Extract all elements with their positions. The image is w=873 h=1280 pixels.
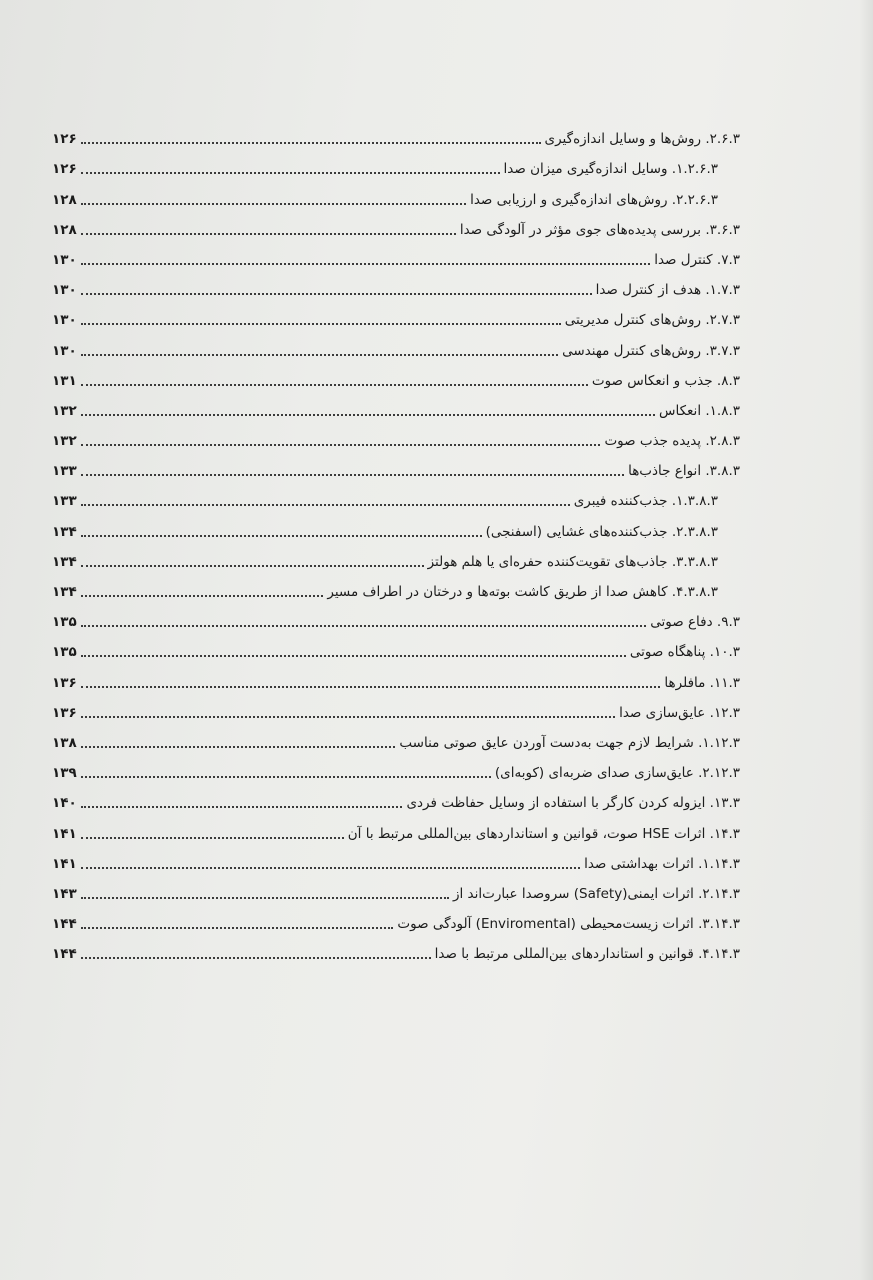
toc-entry-title: ۲.۲.۶.۳. روش‌های اندازه‌گیری و ارزیابی صدا xyxy=(470,191,718,208)
toc-entry-page-number: ۱۴۴ xyxy=(52,916,77,933)
toc-entry xyxy=(52,390,740,420)
toc-entry-page-number: ۱۴۱ xyxy=(52,825,77,842)
toc-entry-title: ۲.۳.۸.۳. جذب‌کننده‌های غشایی (اسفنجی) xyxy=(485,523,718,540)
toc-dot-leader xyxy=(81,203,466,205)
toc-entry-page-number: ۱۳۲ xyxy=(52,402,77,419)
toc-entry-title: ۱.۸.۳. انعکاس xyxy=(659,402,740,419)
toc-dot-leader xyxy=(81,384,588,386)
toc-entry-title: ۲.۶.۳. روش‌ها و وسایل اندازه‌گیری xyxy=(544,131,740,148)
toc-entry-title: ۹.۳. دفاع صوتی xyxy=(650,614,740,631)
toc-entry-title: ۸.۳. جذب و انعکاس صوت xyxy=(591,372,740,389)
toc-entry xyxy=(52,812,740,842)
toc-entry-title: ۳.۳.۸.۳. جاذب‌های تقویت‌کننده حفره‌ای یا هلم هولتز xyxy=(427,553,718,570)
toc-entry-page-number: ۱۴۰ xyxy=(52,795,77,812)
toc-dot-leader xyxy=(81,474,624,476)
toc-entry xyxy=(52,601,740,631)
toc-entry-page-number: ۱۳۰ xyxy=(52,251,77,268)
toc-entry xyxy=(52,178,740,208)
toc-entry-page-number: ۱۳۵ xyxy=(52,644,77,661)
toc-dot-leader xyxy=(81,444,601,446)
toc-entry-title: ۲.۷.۳. روش‌های کنترل مدیریتی xyxy=(564,312,740,329)
toc-entry-page-number: ۱۳۶ xyxy=(52,674,77,691)
toc-entry xyxy=(52,903,740,933)
toc-entry-title: ۱۱.۳. مافلرها xyxy=(664,674,740,691)
toc-entry xyxy=(52,661,740,691)
toc-entry-page-number: ۱۳۳ xyxy=(52,493,77,510)
toc-entry-page-number: ۱۳۴ xyxy=(52,553,77,570)
toc-dot-leader xyxy=(81,414,655,416)
toc-entry-title: ۱.۱۲.۳. شرایط لازم جهت به‌دست آوردن عایق صوتی مناسب xyxy=(399,734,740,751)
toc-entry xyxy=(52,510,740,540)
toc-dot-leader xyxy=(81,142,541,144)
toc-dot-leader xyxy=(81,535,482,537)
toc-dot-leader xyxy=(81,927,394,929)
toc-entry-page-number: ۱۴۳ xyxy=(52,885,77,902)
toc-entry-title: ۳.۸.۳. انواع جاذب‌ها xyxy=(628,463,740,480)
toc-dot-leader xyxy=(81,233,456,235)
toc-dot-leader xyxy=(81,625,647,627)
toc-entry-page-number: ۱۳۰ xyxy=(52,282,77,299)
toc-dot-leader xyxy=(81,776,491,778)
toc-dot-leader xyxy=(81,293,592,295)
toc-entry-page-number: ۱۳۲ xyxy=(52,433,77,450)
toc-entry-page-number: ۱۳۴ xyxy=(52,523,77,540)
table-of-contents xyxy=(52,118,740,963)
toc-entry xyxy=(52,450,740,480)
toc-entry-title: ۷.۳. کنترل صدا xyxy=(654,251,740,268)
toc-entry-page-number: ۱۲۶ xyxy=(52,161,77,178)
toc-dot-leader xyxy=(81,595,324,597)
toc-entry-title: ۳.۶.۳. بررسی پدیده‌های جوی مؤثر در آلودگی صدا xyxy=(459,221,740,238)
toc-entry-page-number: ۱۲۸ xyxy=(52,221,77,238)
toc-entry xyxy=(52,752,740,782)
toc-entry-title: ۱۲.۳. عایق‌سازی صدا xyxy=(619,704,740,721)
toc-dot-leader xyxy=(81,354,558,356)
toc-entry xyxy=(52,873,740,903)
toc-entry-title: ۱.۲.۶.۳. وسایل اندازه‌گیری میزان صدا xyxy=(503,161,718,178)
toc-dot-leader xyxy=(81,806,403,808)
page-edge-shadow xyxy=(859,0,873,1280)
toc-dot-leader xyxy=(81,172,500,174)
toc-entry xyxy=(52,480,740,510)
toc-entry xyxy=(52,571,740,601)
toc-entry-page-number: ۱۳۹ xyxy=(52,765,77,782)
toc-entry-page-number: ۱۳۴ xyxy=(52,584,77,600)
toc-entry xyxy=(52,118,740,148)
toc-entry xyxy=(52,299,740,329)
toc-entry xyxy=(52,722,740,752)
toc-entry xyxy=(52,541,740,571)
toc-entry xyxy=(52,329,740,359)
toc-entry xyxy=(52,631,740,661)
toc-entry xyxy=(52,148,740,178)
toc-entry-page-number: ۱۳۶ xyxy=(52,704,77,721)
toc-dot-leader xyxy=(81,263,650,265)
toc-entry-title: ۴.۱۴.۳. قوانین و استانداردهای بین‌المللی مرتبط با صدا xyxy=(434,946,740,963)
toc-entry xyxy=(52,209,740,239)
toc-entry xyxy=(52,843,740,873)
toc-entry-title: ۲.۱۴.۳. اثرات ایمنی(Safety) سروصدا عبارت‌اند از xyxy=(452,885,740,902)
toc-dot-leader xyxy=(81,867,580,869)
toc-entry-title: ۲.۸.۳. پدیده جذب صوت xyxy=(604,433,740,450)
toc-entry-title: ۱۰.۳. پناهگاه صوتی xyxy=(629,644,740,661)
toc-entry xyxy=(52,360,740,390)
toc-entry-page-number: ۱۲۶ xyxy=(52,131,77,148)
toc-dot-leader xyxy=(81,897,449,899)
toc-entry-title: ۱۴.۳. اثرات HSE صوت، قوانین و استانداردهای بین‌المللی مرتبط با آن xyxy=(347,825,740,842)
toc-entry-title: ۱.۱۴.۳. اثرات بهداشتی صدا xyxy=(584,855,740,872)
toc-entry-page-number: ۱۳۱ xyxy=(52,372,77,389)
toc-dot-leader xyxy=(81,957,431,959)
toc-entry xyxy=(52,933,740,963)
toc-entry xyxy=(52,239,740,269)
toc-dot-leader xyxy=(81,655,626,657)
toc-entry xyxy=(52,782,740,812)
toc-entry-page-number: ۱۳۰ xyxy=(52,312,77,329)
toc-dot-leader xyxy=(81,504,570,506)
toc-entry-page-number: ۱۳۰ xyxy=(52,342,77,359)
toc-dot-leader xyxy=(81,716,615,718)
toc-dot-leader xyxy=(81,837,344,839)
toc-entry-title: ۲.۱۲.۳. عایق‌سازی صدای ضربه‌ای (کوبه‌ای) xyxy=(494,765,740,782)
toc-entry-page-number: ۱۲۸ xyxy=(52,191,77,208)
toc-dot-leader xyxy=(81,686,661,688)
toc-entry-title: ۳.۷.۳. روش‌های کنترل مهندسی xyxy=(562,342,740,359)
toc-entry xyxy=(52,269,740,299)
toc-entry-title: ۱.۷.۳. هدف از کنترل صدا xyxy=(595,282,740,299)
toc-dot-leader xyxy=(81,323,561,325)
toc-entry xyxy=(52,420,740,450)
toc-entry-page-number: ۱۳۳ xyxy=(52,463,77,480)
toc-entry-page-number: ۱۳۸ xyxy=(52,734,77,751)
toc-entry-title: ۴.۳.۸.۳. کاهش صدا از طریق کاشت بوته‌ها و درختان در اطراف مسیر xyxy=(327,584,718,600)
toc-dot-leader xyxy=(81,565,424,567)
toc-entry-title: ۱۳.۳. ایزوله کردن کارگر با استفاده از وسایل حفاظت فردی xyxy=(406,795,740,812)
toc-dot-leader xyxy=(81,746,396,748)
toc-entry-title: ۳.۱۴.۳. اثرات زیست‌محیطی (Enviromental) آلودگی صوت xyxy=(397,916,740,933)
toc-entry-page-number: ۱۴۴ xyxy=(52,946,77,963)
toc-entry xyxy=(52,692,740,722)
toc-entry-page-number: ۱۳۵ xyxy=(52,614,77,631)
toc-entry-title: ۱.۳.۸.۳. جذب‌کننده فیبری xyxy=(573,493,718,510)
toc-entry-page-number: ۱۴۱ xyxy=(52,855,77,872)
